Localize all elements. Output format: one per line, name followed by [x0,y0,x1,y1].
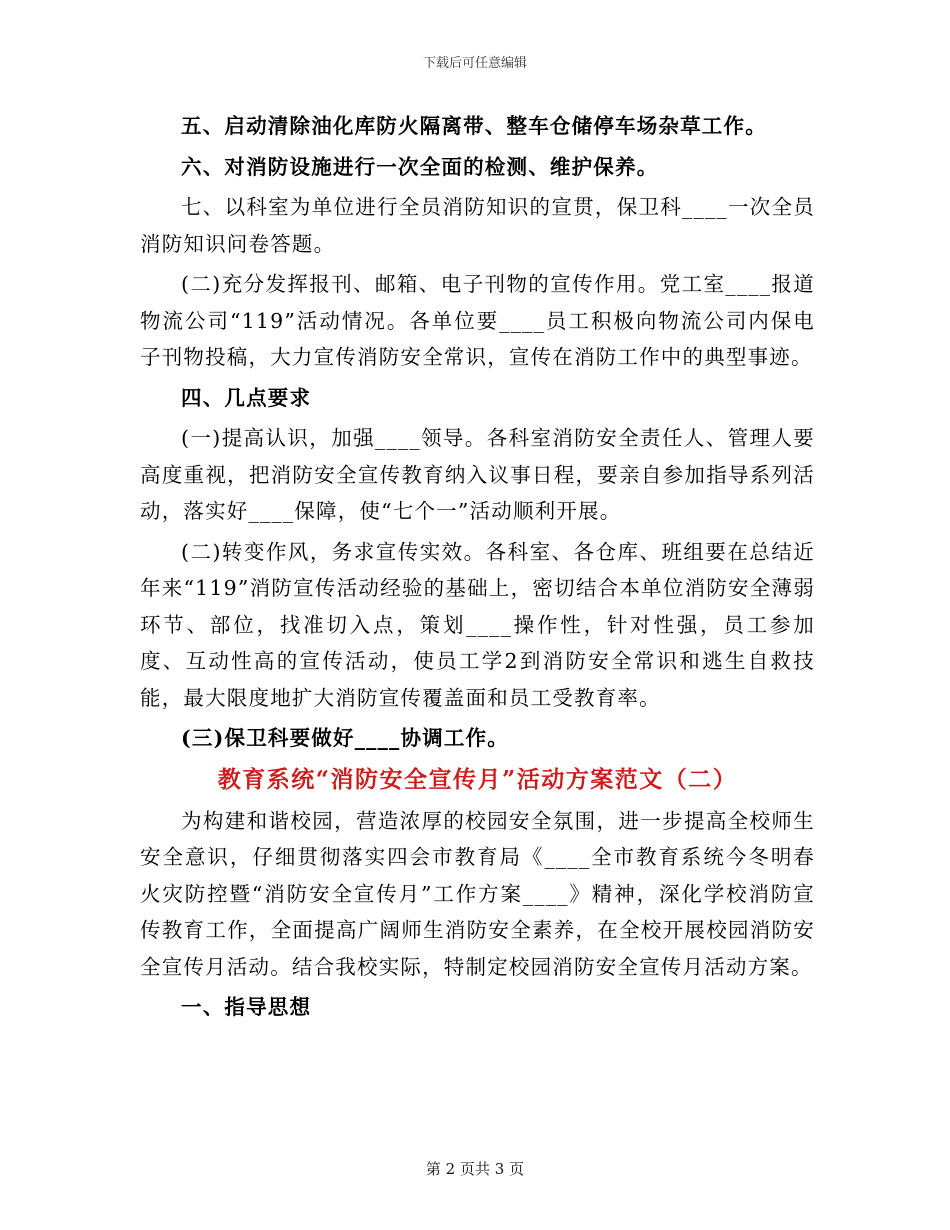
page-header: 下载后可任意编辑 [422,56,527,71]
paragraph-requirement-2: (二)转变作风，务求宣传实效。各科室、各仓库、班组要在总结近年来“119”消防宣传活动经验的基础上，密切结合本单位消防安全薄弱环节、部位，找准切入点，策划____操作性，针对性强，员工参加度、互动性高的宣传活动，使员工学2到消防安全常识和逃生自救技能，最大限度地扩大消防宣传覆盖面和员工受教育率。 [140,539,815,710]
document-body [140,108,815,1030]
section-heading-requirements: 四、几点要求 [181,385,312,410]
paragraph-requirement-3: (三)保卫科要做好____协调工作。 [181,726,509,750]
paragraph-item-5: 五、启动清除油化库防火隔离带、整车仓储停车场杂草工作。 [181,114,767,138]
section-title: 教育系统“消防安全宣传月”活动方案范文（二） [217,765,738,793]
paragraph-requirement-1: (一)提高认识，加强____领导。各科室消防安全责任人、管理人要高度重视，把消防安全宣传教育纳入议事日程，要亲自参加指导系列活动，落实好____保障，使“七个一”活动顺利开展。 [140,426,815,523]
paragraph-item-7: 七、以科室为单位进行全员消防知识的宣贯，保卫科____一次全员消防知识问卷答题。 [140,195,815,256]
paragraph-intro: 为构建和谐校园，营造浓厚的校园安全氛围，进一步提高全校师生安全意识，仔细贯彻落实四会市教育局《____全市教育系统今冬明春火灾防控暨“消防安全宣传月”工作方案____》精神，深化学校消防宣传教育工作，全面提高广阔师生消防安全素养，在全校开展校园消防安全宣传月活动。结合我校实际，特制定校园消防安全宣传月活动方案。 [140,808,815,979]
paragraph-item-6: 六、对消防设施进行一次全面的检测、维护保养。 [181,154,659,179]
page-footer: 第 2 页共 3 页 [425,1160,525,1178]
section-heading-guiding-ideology: 一、指导思想 [181,995,312,1019]
paragraph-media-publicity: (二)充分发挥报刊、邮箱、电子刊物的宣传作用。党工室____报道物流公司“119”活动情况。各单位要____员工积极向物流公司内保电子刊物投稿，大力宣传消防安全常识，宣传在消防工作中的典型事迹。 [140,272,815,369]
